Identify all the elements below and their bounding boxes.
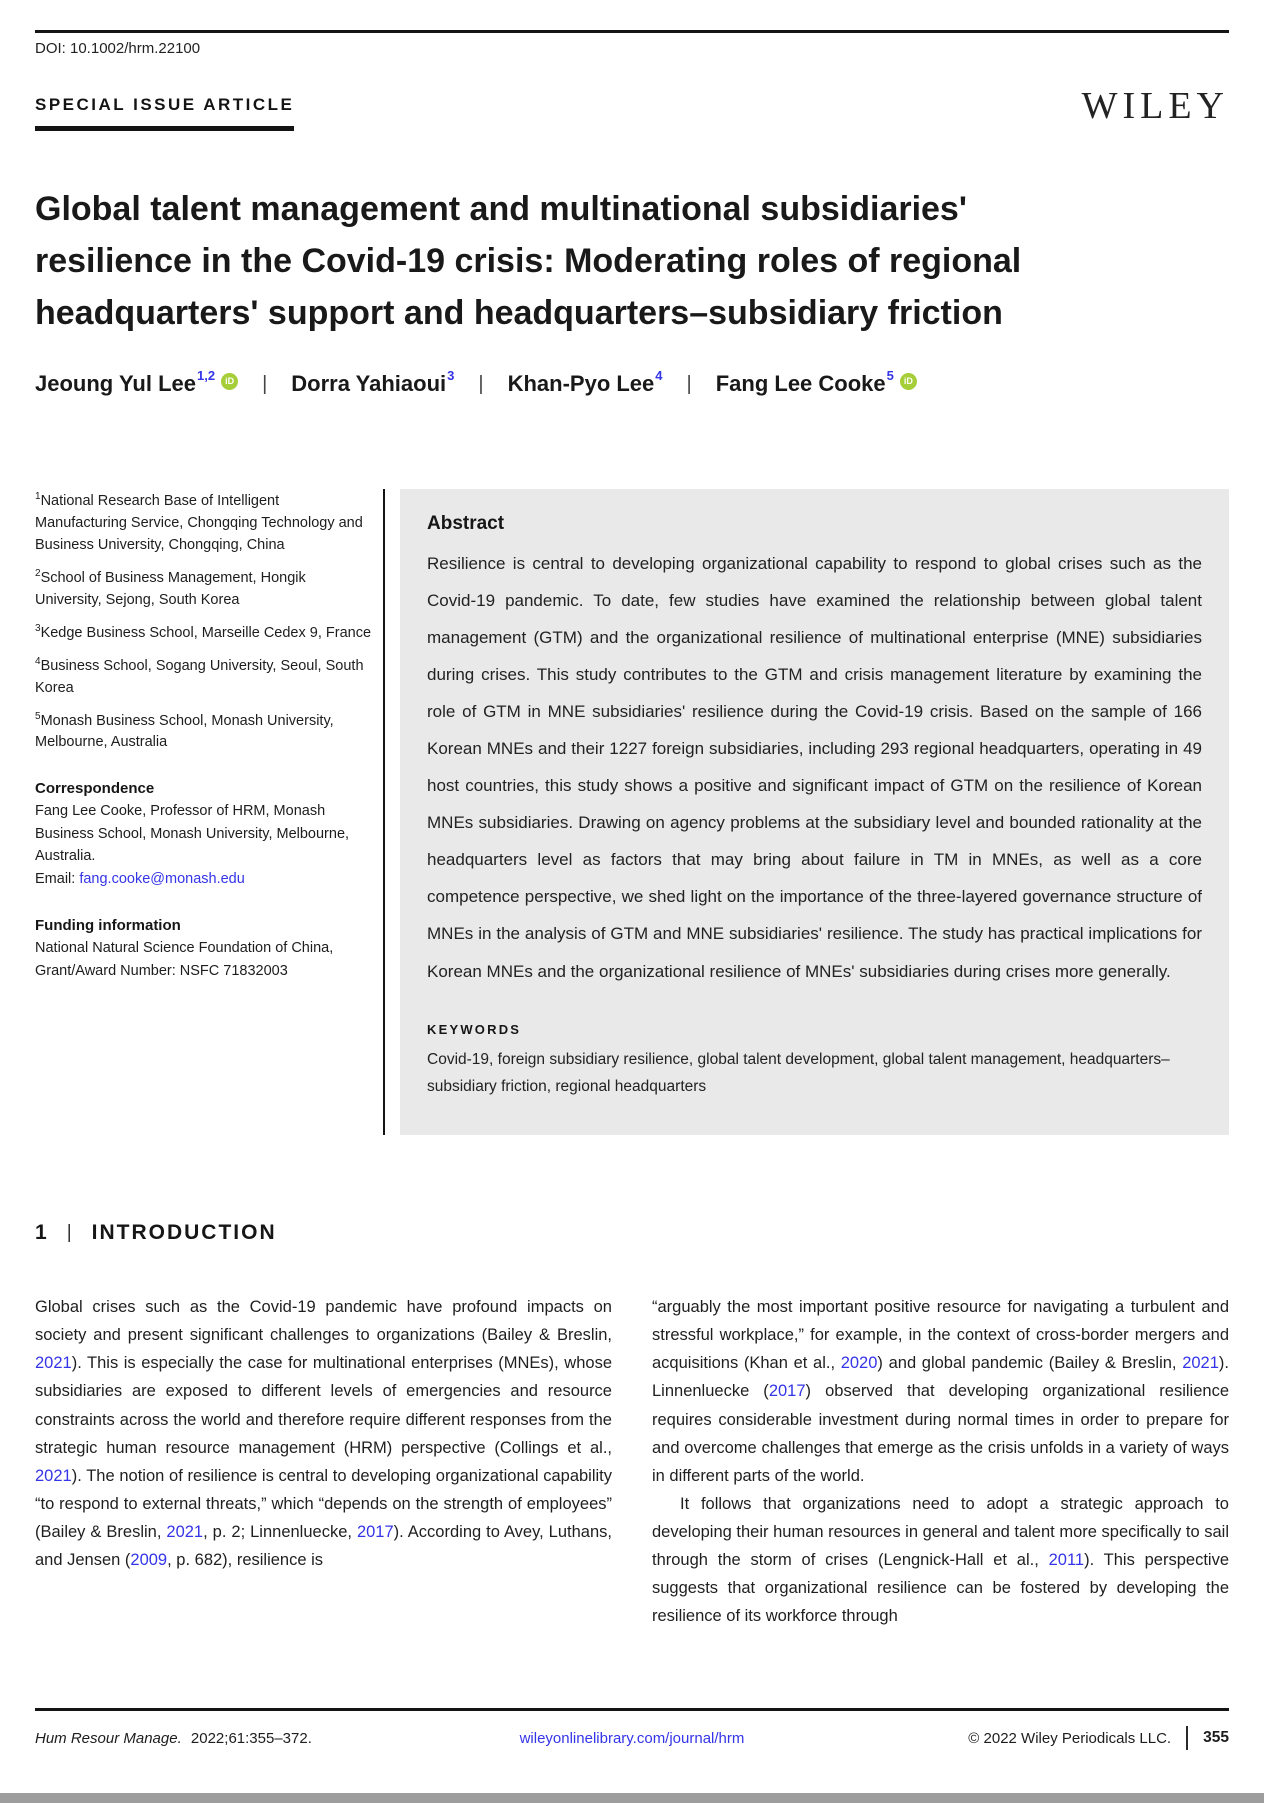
footer-citation: 2022;61:355–372. [190, 1729, 312, 1747]
footer-rule [35, 1708, 1229, 1711]
orcid-icon[interactable]: iD [221, 373, 238, 390]
author-name: Khan-Pyo Lee [507, 371, 655, 396]
funding-text: National Natural Science Foundation of China, Grant/Award Number: NSFC 71832003 [35, 940, 334, 979]
page-title [35, 183, 1229, 339]
section-number: 1 [35, 1221, 47, 1245]
abstract-heading: Abstract [427, 513, 505, 534]
column-divider [383, 489, 385, 1135]
correspondence-email-line [35, 868, 371, 890]
author-superscript: 1,2 [196, 368, 216, 383]
page-footer [35, 1708, 1229, 1750]
correspondence-heading: Correspondence [35, 780, 155, 798]
affiliation-superscript: 3 [35, 622, 41, 634]
journal-url-link[interactable]: wileyonlinelibrary.com/journal/hrm [519, 1729, 745, 1747]
author [715, 368, 917, 397]
author-separator: | [686, 372, 692, 395]
title-line-2: resilience in the Covid-19 crisis: Moderating roles of regional [35, 242, 1022, 280]
author-superscript: 4 [655, 368, 663, 383]
affiliation-item: $^1$National Research Base of Intelligent Manufacturing Service, Chongqing Technology and Business University, Chongqing, China [35, 491, 363, 553]
citation-link[interactable]: 2021 [35, 1354, 72, 1373]
citation-link[interactable]: 2017 [768, 1382, 806, 1401]
citation-link[interactable]: 2021 [166, 1522, 204, 1541]
intro-paragraph: It follows that organizations need to adopt a strategic approach to developing their human resources in general and talent more specifically to sail through the storm of crises (Lengnick-Hall et al., 2011). This perspective suggests that organizational resilience can be fostered by developing the resilience of its workforce through [652, 1494, 1229, 1625]
keywords-heading: KEYWORDS [427, 1021, 522, 1037]
header-row [35, 87, 1229, 131]
abstract-box [400, 489, 1229, 1135]
affiliation-superscript: 5 [35, 710, 41, 722]
author [291, 368, 455, 397]
correspondence-text: Fang Lee Cooke, Professor of HRM, Monash Business School, Monash University, Melbourne, Australia. [35, 803, 350, 865]
journal-name: Hum Resour Manage. [35, 1729, 182, 1747]
title-line-3: headquarters' support and headquarters–subsidiary friction [35, 294, 1003, 332]
affiliation-superscript: 1 [35, 491, 41, 502]
email-link[interactable]: fang.cooke@monash.edu [79, 870, 245, 887]
page-content [35, 0, 1229, 1630]
intro-paragraph: Global crises such as the Covid-19 pandemic have profound impacts on society and present significant challenges to organizations (Bailey & Breslin, 2021). This is especially the case for multinational enterprises (MNEs), whose subsidiaries are exposed to different levels of emergencies and resource constraints across the world and therefore require different responses from the strategic human resource management (HRM) perspective (Collings et al., 2021). The notion of resilience is central to developing organizational capability “to respond to external threats,” which “depends on the strength of employees” (Bailey & Breslin, 2021, p. 2; Linnenluecke, 2017). According to Avey, Luthans, and Jensen (2009, p. 682), resilience is [35, 1298, 612, 1569]
author [507, 368, 663, 397]
affiliation-superscript: 4 [35, 655, 41, 667]
copyright-text: © 2022 Wiley Periodicals LLC. [968, 1729, 1172, 1747]
left-info-column [35, 489, 383, 1135]
author [35, 368, 238, 397]
citation-link[interactable]: 2021 [1182, 1354, 1219, 1373]
citation-link[interactable]: 2020 [840, 1354, 878, 1373]
author-name: Jeoung Yul Lee [35, 371, 196, 396]
footer-row [35, 1726, 1229, 1750]
info-row [35, 489, 1229, 1135]
intro-paragraph: “arguably the most important positive resource for navigating a turbulent and stressful workplace,” for example, in the context of cross-border mergers and acquisitions (Khan et al., 2020) and global pandemic (Bailey & Breslin, 2021). Linnenluecke (2017) observed that developing organizational resilience requires considerable investment during normal times in order to prepare for and overcome challenges that emerge as the crisis unfolds in a variety of ways in different parts of the world. [652, 1298, 1229, 1485]
orcid-icon[interactable]: iD [900, 373, 917, 390]
citation-link[interactable]: 2009 [130, 1550, 168, 1569]
citation-link[interactable]: 2021 [35, 1466, 72, 1485]
section-title: INTRODUCTION [91, 1221, 277, 1245]
author-name: Fang Lee Cooke [715, 371, 886, 396]
author-name: Dorra Yahiaoui [291, 371, 447, 396]
author-separator: | [262, 372, 268, 395]
abstract-text: Resilience is central to developing organizational capability to respond to global crises such as the Covid-19 pandemic. To date, few studies have examined the relationship between global talent management (GTM) and the organizational resilience of multinational enterprise (MNE) subsidiaries during crises. This study contributes to the GTM and crisis management literature by examining the role of GTM in MNE subsidiaries' resilience during the Covid-19 crisis. Based on the sample of 166 Korean MNEs and their 1227 foreign subsidiaries, including 293 regional headquarters, operating in 49 host countries, this study shows a positive and significant impact of GTM on the resilience of Korean MNEs subsidiaries. Drawing on agency problems at the subsidiary level and bounded rationality at the headquarters level as factors that may bring about failure in TM in MNEs, as well as a core competence perspective, we shed light on the importance of the three-layered governance structure of MNEs in the analysis of GTM and MNE subsidiaries' resilience. The study has practical implications for Korean MNEs and the organizational resilience of MNEs' subsidiaries during crises more generally. [427, 554, 1202, 981]
authors-line [35, 368, 1229, 397]
title-line-1: Global talent management and multinational subsidiaries' [35, 190, 967, 228]
intro-column-right [652, 1293, 1229, 1630]
funding-heading: Funding information [35, 917, 181, 935]
top-rule [35, 30, 1229, 33]
affiliation-item: $^5$Monash Business School, Monash University, Melbourne, Australia [35, 710, 334, 751]
email-label: Email: [35, 870, 80, 887]
affiliation-superscript: 2 [35, 567, 41, 579]
footer-citation-block [35, 1730, 456, 1747]
citation-link[interactable]: 2011 [1048, 1550, 1085, 1569]
affiliation-item: $^2$School of Business Management, Hongik University, Sejong, South Korea [35, 567, 306, 608]
footer-copyright-block [808, 1726, 1229, 1750]
citation-link[interactable]: 2017 [356, 1522, 394, 1541]
author-separator: | [478, 372, 484, 395]
doi-text: DOI: 10.1002/hrm.22100 [35, 40, 201, 57]
keywords-text: Covid-19, foreign subsidiary resilience, global talent development, global talent management, headquarters–subsidiary friction, regional headquarters [427, 1050, 1170, 1096]
page-number-divider [1186, 1726, 1188, 1750]
section-heading-introduction [35, 1221, 1229, 1245]
page-edge-bar [0, 1793, 1264, 1803]
affiliation-item: $^3$Kedge Business School, Marseille Cedex 9, France [35, 622, 372, 641]
section-separator: | [66, 1222, 72, 1244]
page-number: 355 [1203, 1729, 1229, 1746]
author-superscript: 3 [447, 368, 455, 383]
intro-column-left [35, 1293, 612, 1630]
article-type-label: SPECIAL ISSUE ARTICLE [35, 95, 294, 131]
affiliation-item: $^4$Business School, Sogang University, Seoul, South Korea [35, 655, 364, 696]
author-superscript: 5 [886, 368, 894, 383]
affiliations-list [35, 489, 371, 753]
introduction-body [35, 1293, 1229, 1630]
wiley-logo: WILEY [1081, 85, 1229, 127]
